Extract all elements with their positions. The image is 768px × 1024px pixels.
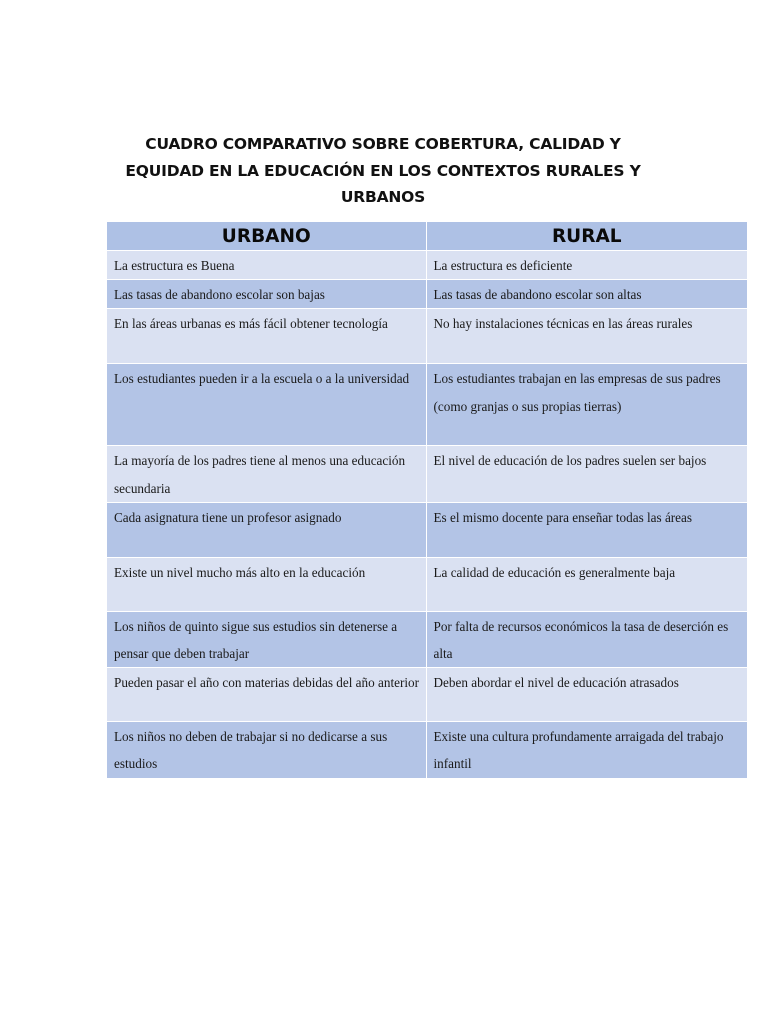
- cell-rural: Los estudiantes trabajan en las empresas de sus padres (como granjas o sus propias tierras): [426, 364, 747, 446]
- comparison-table: [107, 222, 747, 778]
- cell-rural: Es el mismo docente para enseñar todas las áreas: [426, 502, 747, 557]
- table-row: [107, 309, 747, 364]
- cell-urbano: Existe un nivel mucho más alto en la educación: [107, 557, 426, 611]
- cell-urbano: Los niños no deben de trabajar si no dedicarse a sus estudios: [107, 722, 426, 778]
- cell-rural: Por falta de recursos económicos la tasa de deserción es alta: [426, 611, 747, 667]
- title-line-3: URBANOS: [340, 188, 426, 206]
- column-header-urbano: URBANO: [107, 222, 426, 251]
- table-row: [107, 722, 747, 778]
- cell-rural: El nivel de educación de los padres suelen ser bajos: [426, 446, 747, 502]
- cell-rural: La estructura es deficiente: [426, 251, 747, 280]
- cell-urbano: Las tasas de abandono escolar son bajas: [107, 280, 426, 309]
- cell-rural: Las tasas de abandono escolar son altas: [426, 280, 747, 309]
- table-row: [107, 557, 747, 611]
- title-line-1: CUADRO COMPARATIVO SOBRE COBERTURA, CALIDAD Y: [145, 135, 621, 153]
- cell-rural: La calidad de educación es generalmente baja: [426, 557, 747, 611]
- document-title: [120, 131, 646, 211]
- cell-urbano: Los estudiantes pueden ir a la escuela o a la universidad: [107, 364, 426, 446]
- cell-rural: No hay instalaciones técnicas en las áreas rurales: [426, 309, 747, 364]
- cell-urbano: Los niños de quinto sigue sus estudios sin detenerse a pensar que deben trabajar: [107, 611, 426, 667]
- cell-urbano: La mayoría de los padres tiene al menos una educación secundaria: [107, 446, 426, 502]
- table-row: [107, 668, 747, 722]
- title-line-2: EQUIDAD EN LA EDUCACIÓN EN LOS CONTEXTOS RURALES Y: [125, 161, 641, 180]
- table-row: [107, 251, 747, 280]
- table-row: [107, 611, 747, 667]
- table-header-row: [107, 222, 747, 251]
- table-row: [107, 280, 747, 309]
- cell-rural: Existe una cultura profundamente arraigada del trabajo infantil: [426, 722, 747, 778]
- cell-urbano: Pueden pasar el año con materias debidas del año anterior: [107, 668, 426, 722]
- table-row: [107, 502, 747, 557]
- cell-rural: Deben abordar el nivel de educación atrasados: [426, 668, 747, 722]
- table-row: [107, 364, 747, 446]
- table-row: [107, 446, 747, 502]
- cell-urbano: Cada asignatura tiene un profesor asignado: [107, 502, 426, 557]
- column-header-rural: RURAL: [426, 222, 747, 251]
- cell-urbano: La estructura es Buena: [107, 251, 426, 280]
- cell-urbano: En las áreas urbanas es más fácil obtener tecnología: [107, 309, 426, 364]
